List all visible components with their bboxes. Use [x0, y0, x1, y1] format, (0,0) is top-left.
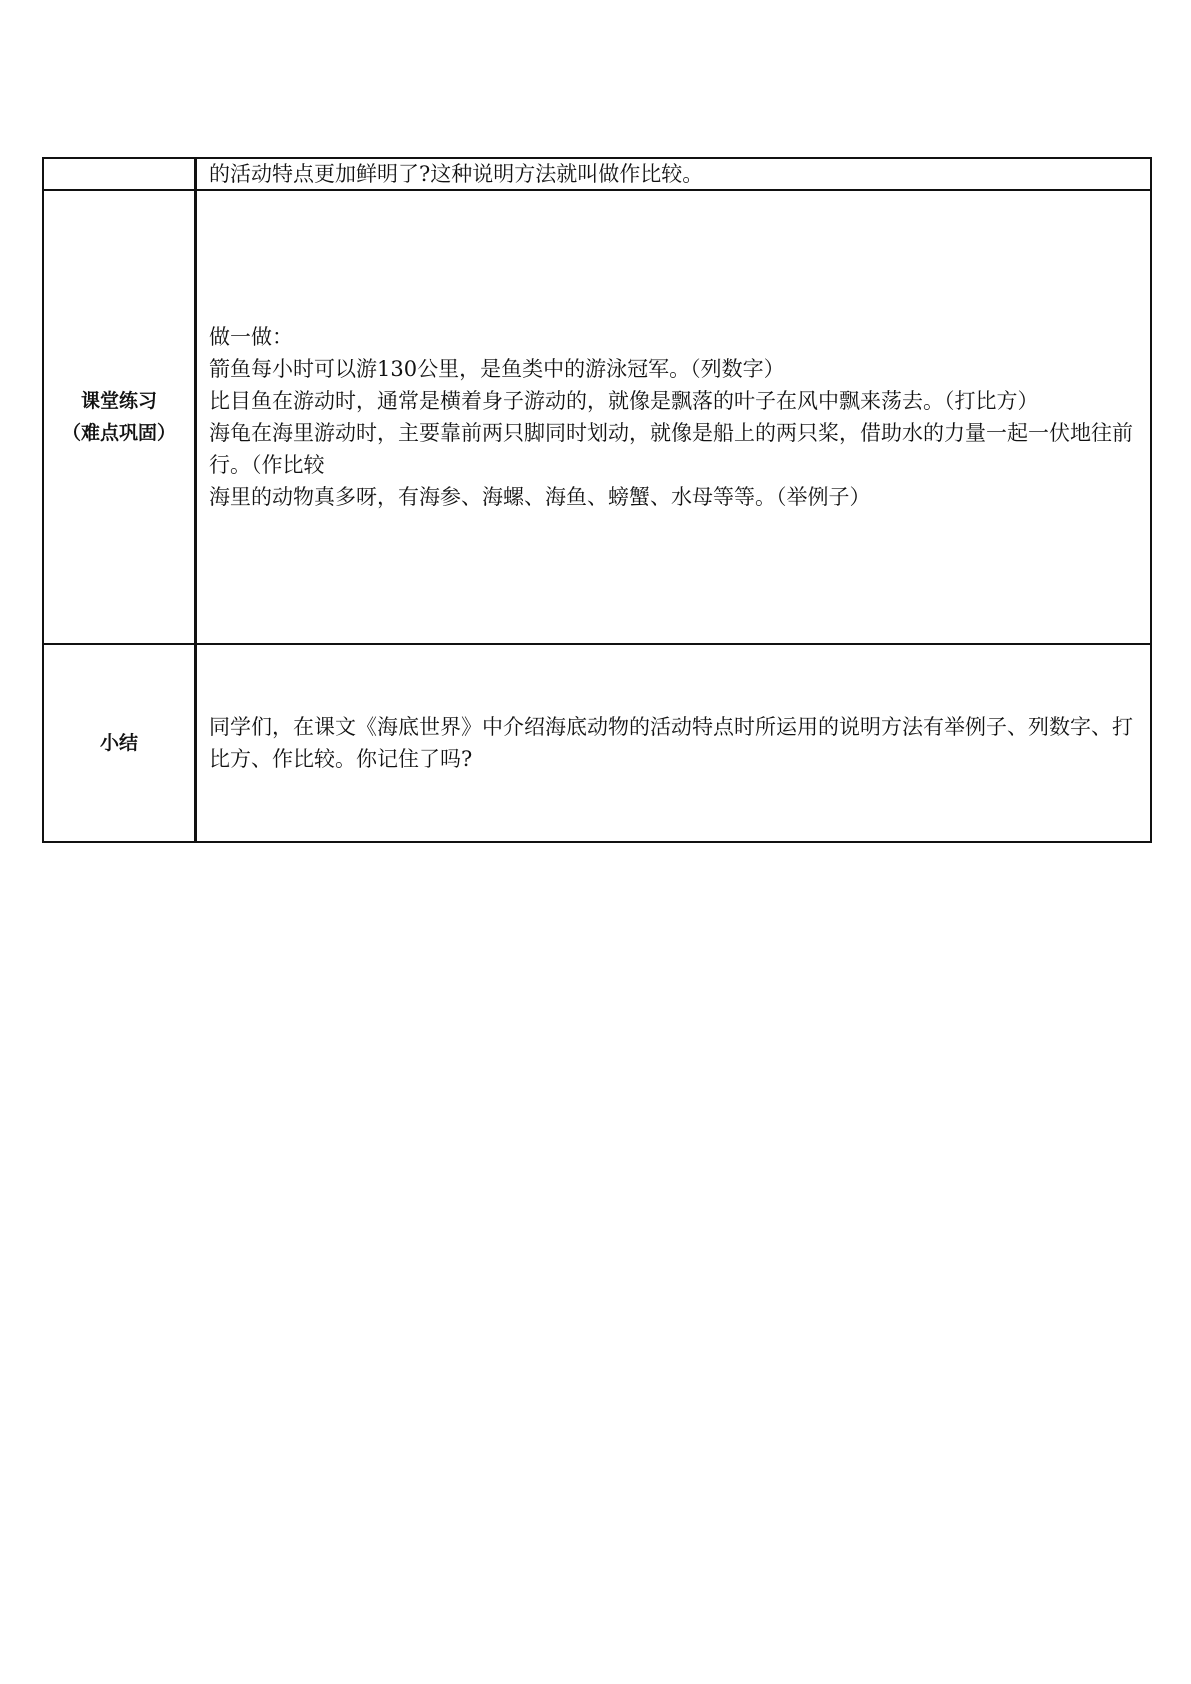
practice-item-numbers: 箭鱼每小时可以游130公里，是鱼类中的游泳冠军。（列数字）: [209, 357, 785, 381]
practice-item-comparison: 海龟在海里游动时，主要靠前两只脚同时划动，就像是船上的两只桨，借助水的力量一起一伏地往前行。（作比较: [209, 421, 1133, 477]
row-label-practice: [43, 190, 196, 644]
practice-label-line-2: （难点巩固）: [61, 422, 176, 444]
table-row-practice: [43, 190, 1151, 644]
practice-item-metaphor: 比目鱼在游动时，通常是横着身子游动的，就像是飘落的叶子在风中飘来荡去。（打比方）: [209, 389, 1039, 413]
table-row-continuation: [43, 158, 1151, 190]
practice-item-examples: 海里的动物真多呀，有海参、海螺、海鱼、螃蟹、水母等等。（举例子）: [209, 485, 871, 509]
lesson-plan-table: [42, 157, 1152, 843]
row-label-empty: [43, 158, 196, 190]
continuation-text: 的活动特点更加鲜明了?这种说明方法就叫做作比较。: [209, 162, 704, 186]
row-content-summary: [196, 644, 1152, 842]
summary-label: 小结: [99, 732, 138, 754]
row-label-summary: [43, 644, 196, 842]
summary-text: 同学们，在课文《海底世界》中介绍海底动物的活动特点时所运用的说明方法有举例子、列数字、打比方、作比较。你记住了吗?: [209, 715, 1133, 771]
table-row-summary: [43, 644, 1151, 842]
row-content-practice: [196, 190, 1152, 644]
practice-label-line-1: 课堂练习: [80, 390, 157, 412]
row-content-continuation: [196, 158, 1152, 190]
practice-heading: 做一做：: [209, 325, 293, 349]
